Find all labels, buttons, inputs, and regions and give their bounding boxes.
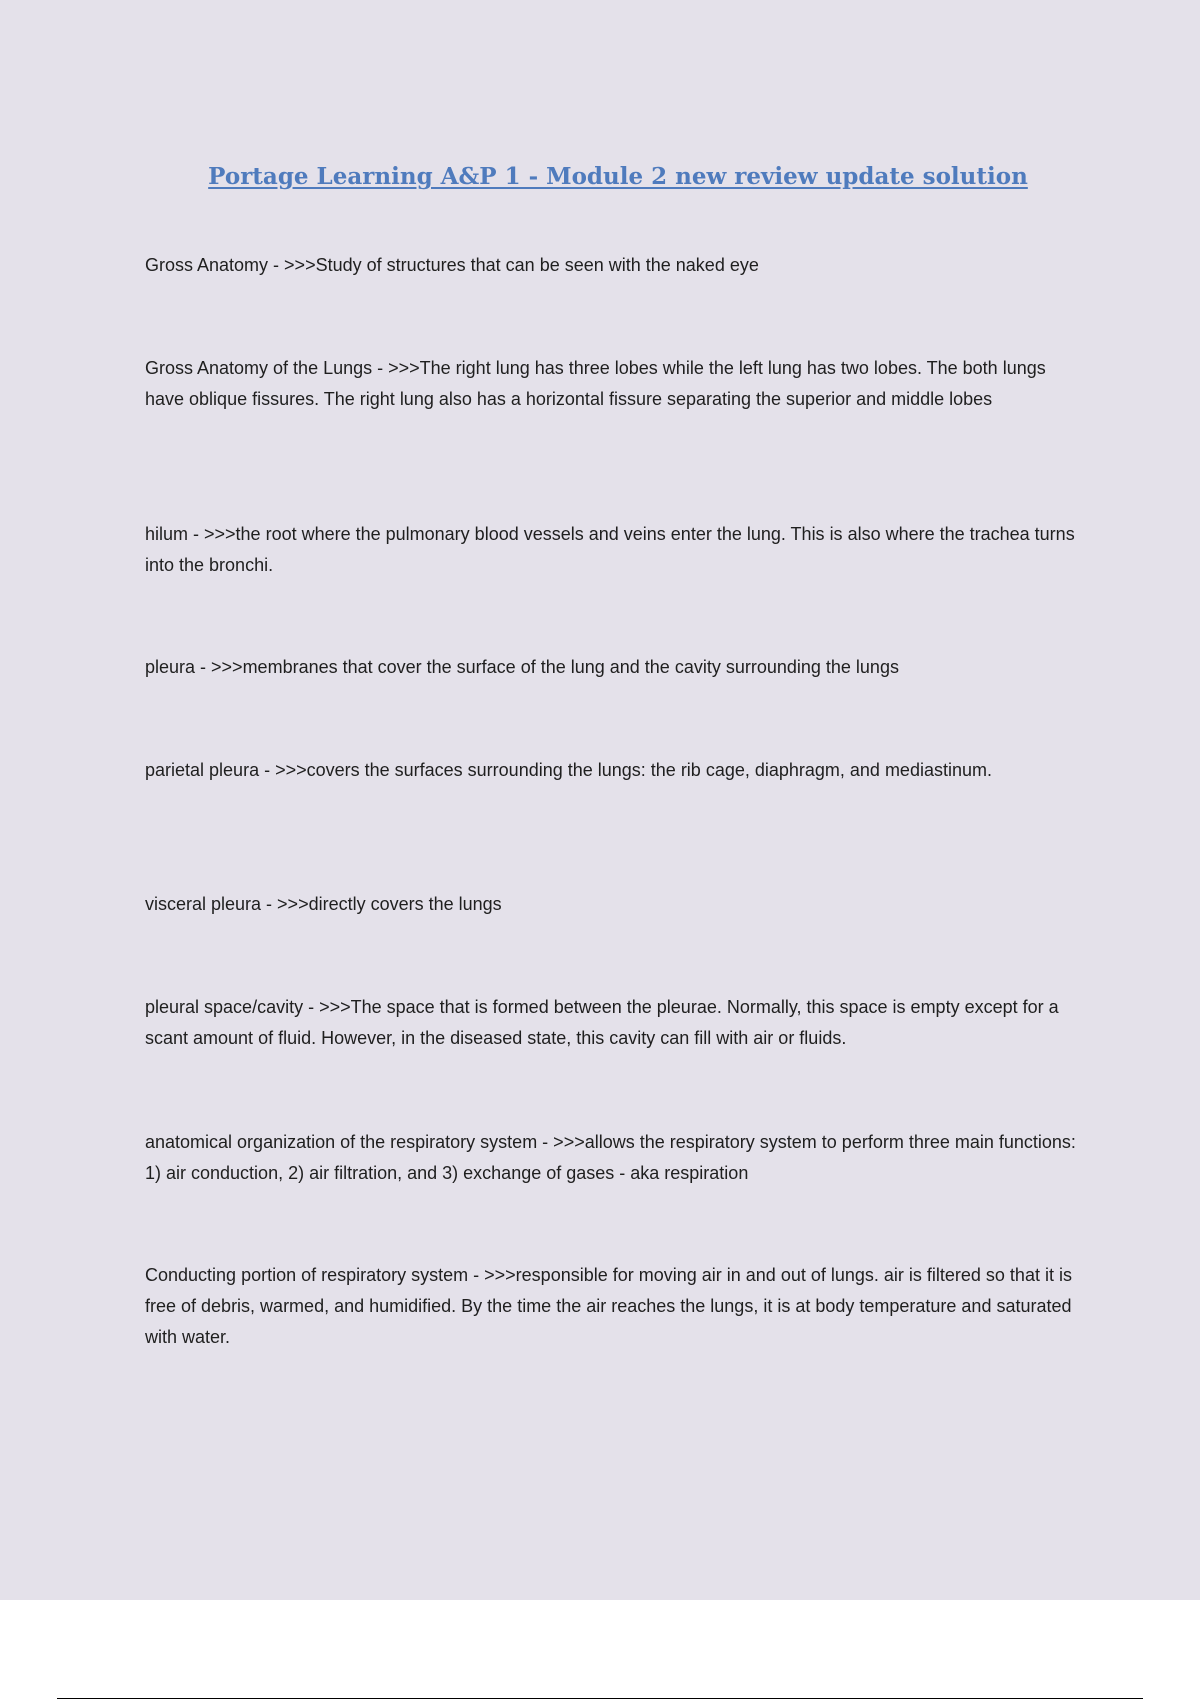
term-entry-parietal-pleura: parietal pleura - >>>covers the surfaces surrounding the lungs: the rib cage, diaphragm, and mediastinum. — [145, 760, 992, 780]
term-entry-visceral-pleura: visceral pleura - >>>directly covers the lungs — [145, 894, 502, 914]
term-entry-anatomical-organization: anatomical organization of the respiratory system - >>>allows the respiratory system to perform three main functions: 1) air conduction, 2) air filtration, and 3) exchange of gases - aka respiration — [145, 1132, 1076, 1183]
term-entry-gross-anatomy: Gross Anatomy - >>>Study of structures that can be seen with the naked eye — [145, 255, 759, 275]
footer-rule — [57, 1698, 1143, 1699]
term-entry-pleural-space: pleural space/cavity - >>>The space that is formed between the pleurae. Normally, this space is empty except for a scant amount of fluid. However, in the diseased state, this cavity can fill with air or fluids. — [145, 997, 1059, 1048]
term-entry-hilum: hilum - >>>the root where the pulmonary blood vessels and veins enter the lung. This is also where the trachea turns into the bronchi. — [145, 524, 1075, 575]
term-entry-conducting-portion: Conducting portion of respiratory system - >>>responsible for moving air in and out of lungs. air is filtered so that it is free of debris, warmed, and humidified. By the time the air reaches the lungs, it is at body temperature and saturated with water. — [145, 1265, 1072, 1347]
term-entry-pleura: pleura - >>>membranes that cover the surface of the lung and the cavity surrounding the lungs — [145, 657, 899, 677]
term-entry-gross-anatomy-lungs: Gross Anatomy of the Lungs - >>>The right lung has three lobes while the left lung has two lobes. The both lungs have oblique fissures. The right lung also has a horizontal fissure separating the superior and middle lobes — [145, 358, 1046, 409]
document-title: Portage Learning A&P 1 - Module 2 new review update solution — [208, 163, 1028, 190]
